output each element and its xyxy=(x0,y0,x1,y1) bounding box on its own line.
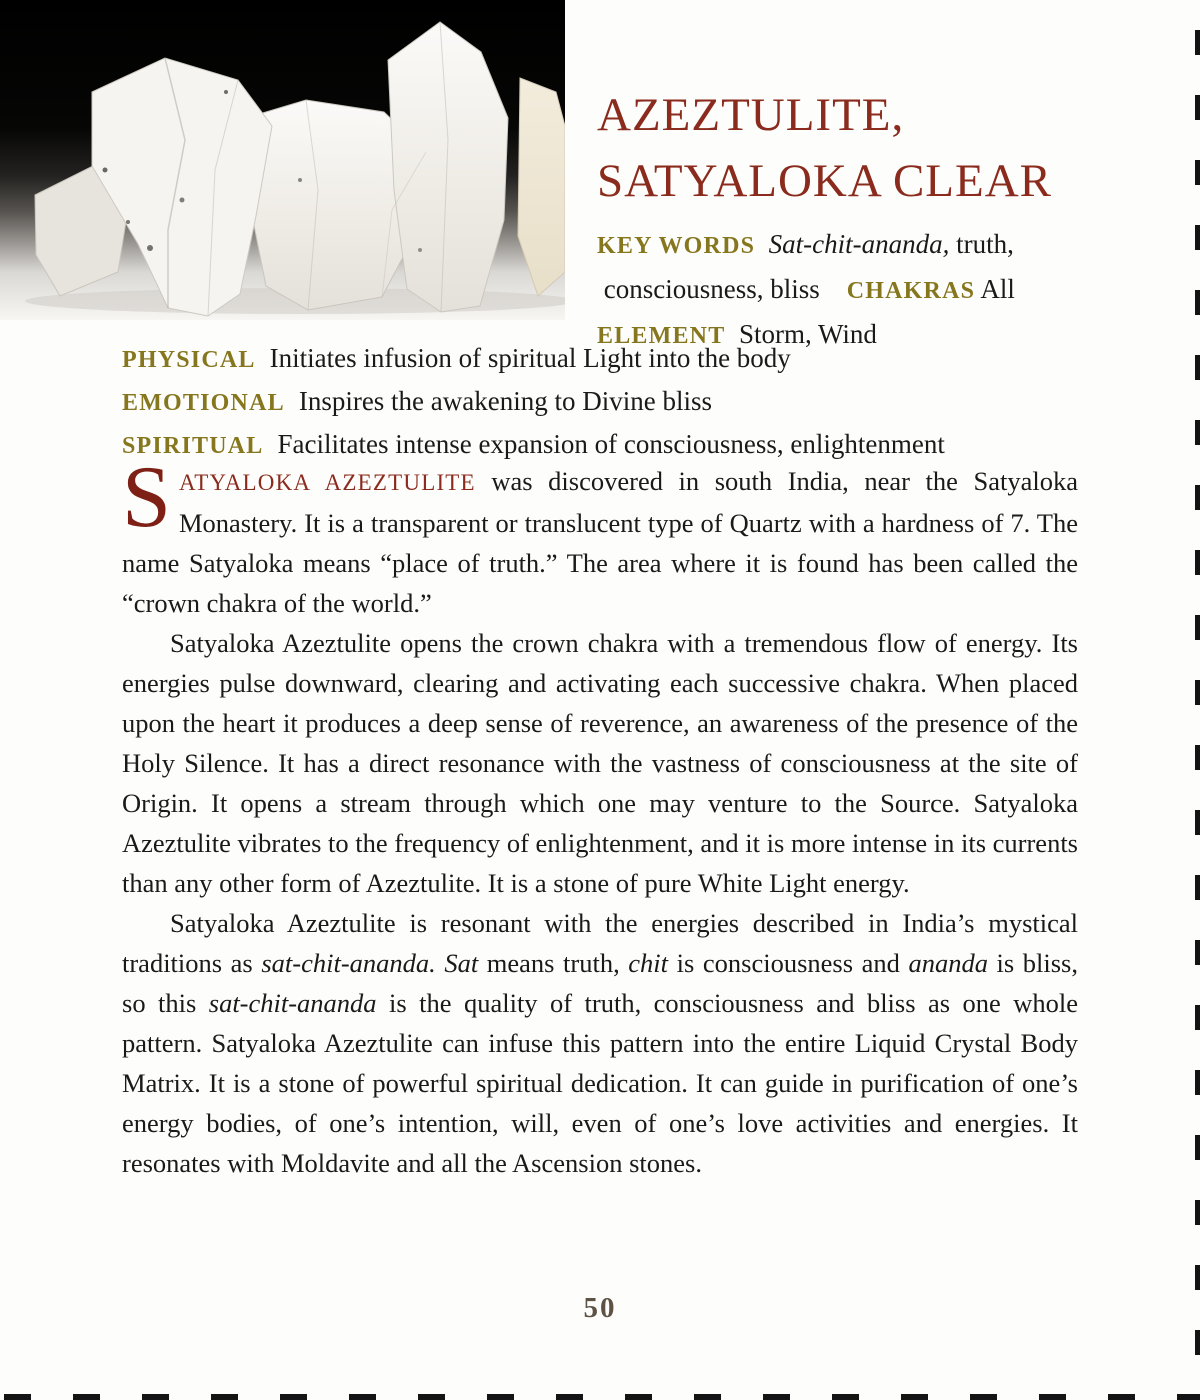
spiritual-label: SPIRITUAL xyxy=(122,433,264,459)
page-edge-dash xyxy=(694,1394,721,1400)
text-segment: is bliss, so this xyxy=(122,948,1078,1018)
text-segment: Sat-chit-ananda, xyxy=(768,229,950,259)
page-edge-dash xyxy=(1108,1394,1135,1400)
text-segment: truth, xyxy=(949,229,1014,259)
emotional-value: Inspires the awakening to Divine bliss xyxy=(298,386,713,416)
text-segment xyxy=(820,274,847,304)
page-edge-dash xyxy=(280,1394,307,1400)
page-edge-dash xyxy=(211,1394,238,1400)
text-segment: ATYALOKA AZEZTULITE xyxy=(178,470,476,495)
text-segment: KEY WORDS xyxy=(597,233,756,259)
emotional-label: EMOTIONAL xyxy=(122,390,285,416)
page-edge-dash xyxy=(763,1394,790,1400)
keywords-line-2 xyxy=(597,268,1057,313)
text-segment: was discovered in south India, near the Satyaloka Monastery. It is a transparent or translucent type of Quartz with a hardness of 7. The name Satyaloka means “place of truth.” The area where it is found has been called the “crown chakra of the world.” xyxy=(122,466,1078,618)
crystal-photo xyxy=(0,0,565,320)
page-edge-dash xyxy=(73,1394,100,1400)
page-edge-mark xyxy=(1195,745,1200,770)
page-edge-mark xyxy=(1195,355,1200,380)
body-text xyxy=(122,449,1078,1183)
page-edge-dash xyxy=(418,1394,445,1400)
page-edge-dash xyxy=(556,1394,583,1400)
text-segment: Satyaloka Azeztulite is resonant with the energies described in India’s mystical traditions as xyxy=(122,908,1078,978)
page-title-line1: AZEZTULITE, xyxy=(597,89,905,141)
attribute-emotional xyxy=(122,381,1102,424)
page-title-line2: SATYALOKA CLEAR xyxy=(597,155,1053,207)
physical-value: Initiates infusion of spiritual Light into the body xyxy=(269,343,791,373)
page-edge-mark xyxy=(1195,1200,1200,1225)
page-number: 50 xyxy=(583,1292,617,1324)
page-edge-mark xyxy=(1195,1135,1200,1160)
text-segment: ananda xyxy=(908,948,988,978)
right-page-edge-marks xyxy=(1192,0,1200,1400)
page-edge-mark xyxy=(1195,290,1200,315)
text-segment: Satyaloka Azeztulite opens the crown chakra with a tremendous flow of energy. Its energies pulse downward, clearing and activating each successive chakra. When placed upon the heart it produces a deep sense of reverence, an awareness of the presence of the Holy Silence. It has a direct resonance with the vastness of consciousness at the site of Origin. It opens a stream through which one may venture to the Source. Satyaloka Azeztulite vibrates to the frequency of enlightenment, and it is more intense in its currents than any other form of Azeztulite. It is a stone of pure White Light energy. xyxy=(122,628,1078,898)
page-edge-mark xyxy=(1195,1005,1200,1030)
text-segment: CHAKRAS xyxy=(846,278,976,304)
page-edge-dash xyxy=(901,1394,928,1400)
page-edge-dash xyxy=(1039,1394,1066,1400)
page-edge-mark xyxy=(1195,875,1200,900)
page-edge-dash xyxy=(1177,1394,1200,1400)
page-edge-mark xyxy=(1195,420,1200,445)
page-edge-mark xyxy=(1195,1330,1200,1355)
page-title xyxy=(597,82,1052,214)
page-edge-mark xyxy=(1195,550,1200,575)
physical-label: PHYSICAL xyxy=(122,347,256,373)
page-edge-mark xyxy=(1195,940,1200,965)
page-edge-dash xyxy=(625,1394,652,1400)
body-paragraph xyxy=(122,623,1078,903)
bottom-page-edge-dashes xyxy=(0,1392,1200,1400)
attributes-block xyxy=(122,338,1102,467)
page-edge-dash xyxy=(142,1394,169,1400)
page-edge-dash xyxy=(4,1394,31,1400)
text-segment: S xyxy=(122,449,171,546)
page-edge-mark xyxy=(1195,95,1200,120)
page-edge-mark xyxy=(1195,810,1200,835)
text-segment: consciousness, bliss xyxy=(597,274,820,304)
keywords-line-1 xyxy=(597,223,1057,268)
text-segment: sat-chit-ananda. Sat xyxy=(261,948,479,978)
text-segment: Storm, Wind xyxy=(738,319,877,349)
page-edge-mark xyxy=(1195,225,1200,250)
page-edge-dash xyxy=(349,1394,376,1400)
text-segment xyxy=(755,229,769,259)
body-paragraph xyxy=(122,449,1078,623)
text-segment: is consciousness and xyxy=(668,948,909,978)
page-edge-dash xyxy=(487,1394,514,1400)
page-edge-mark xyxy=(1195,1070,1200,1095)
text-segment: All xyxy=(975,274,1015,304)
page-edge-dash xyxy=(832,1394,859,1400)
page-edge-mark xyxy=(1195,160,1200,185)
page-edge-mark xyxy=(1195,680,1200,705)
page-edge-mark xyxy=(1195,1265,1200,1290)
page-edge-mark xyxy=(1195,485,1200,510)
text-segment: chit xyxy=(628,948,669,978)
body-paragraph xyxy=(122,903,1078,1183)
text-segment: ELEMENT xyxy=(597,323,726,349)
page-edge-mark xyxy=(1195,30,1200,55)
text-segment: sat-chit-ananda xyxy=(208,988,377,1018)
page-edge-mark xyxy=(1195,615,1200,640)
attribute-physical xyxy=(122,338,1102,381)
text-segment: is the quality of truth, consciousness and bliss as one whole pattern. Satyaloka Azeztulite can infuse this pattern into the entire Liquid Crystal Body Matrix. It is a stone of powerful spiritual dedication. It can guide in purification of one’s energy bodies, of one’s intention, will, even of one’s love activities and energies. It resonates with Moldavite and all the Ascension stones. xyxy=(122,988,1078,1178)
page-edge-dash xyxy=(970,1394,997,1400)
crystal-photo-svg xyxy=(0,0,565,320)
text-segment: means truth, xyxy=(478,948,629,978)
spiritual-value: Facilitates intense expansion of consciousness, enlightenment xyxy=(277,429,945,459)
